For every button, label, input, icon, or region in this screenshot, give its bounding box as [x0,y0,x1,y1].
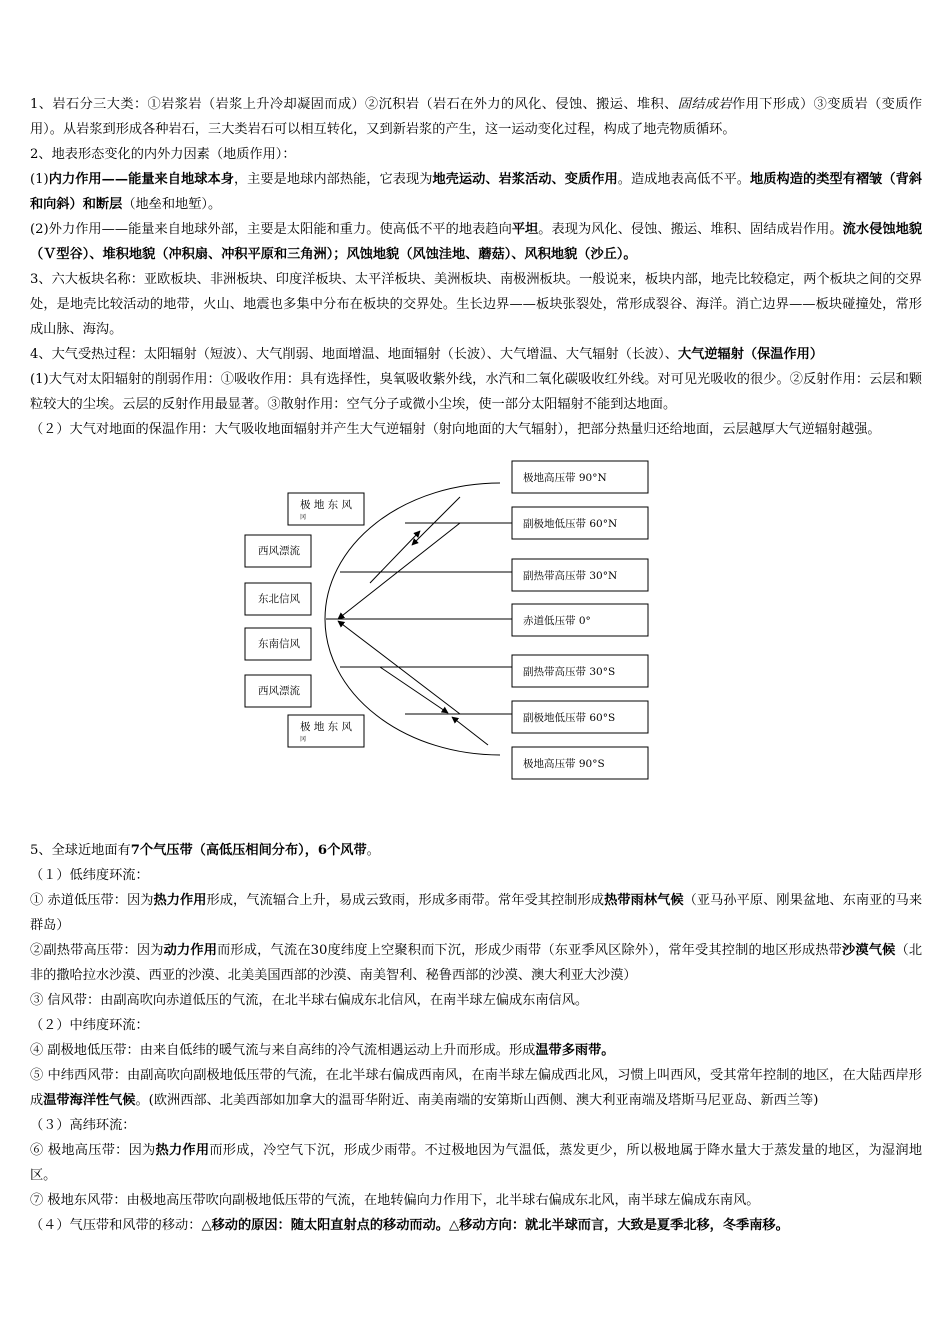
para-weakening [30,367,922,417]
arrow-westerly-s [380,667,448,713]
para-rocks [30,92,922,142]
text-run: (1)大气对太阳辐射的削弱作用：①吸收作用：具有选择性，臭氧吸收紫外线，水汽和二氧化碳吸收红外线。对可见光吸收的很少。②反射作用：云层和颗粒较大的尘埃。云层的反射作用最显著。③散射作用：空气分子或微小尘埃，使一部分太阳辐射不能到达地面。 [30,372,922,412]
text-run: 而形成，气流在30度纬度上空聚积而下沉，形成少雨带（东亚季风区除外），常年受其控制的地区形成热带 [217,943,843,958]
para-subtropical-high [30,938,922,988]
text-run: ⑤ 中纬西风带：由副高吹向副极地低压带的气流，在北半球右偏成西南风，在南半球左偏成西北风，习惯上叫西风，受其常年控制的地区，在大陆西岸形成 [30,1068,922,1108]
text-run: （１）低纬度环流： [30,868,149,883]
text-run: 温带海洋性气候 [43,1093,136,1108]
text-run: 固结成岩 [677,97,733,112]
wind-belt-box [245,535,311,567]
wind-belt-box-label: 西风漂流 [258,545,300,557]
pressure-belt-box [512,655,648,687]
arrow-polar-easterly-n [412,497,460,545]
pressure-wind-belt-diagram [240,455,660,785]
text-run: △移动的原因：随太阳直射点的移动而动。△移动方向：就北半球而言，大致是夏季北移，冬季南移。 [201,1218,789,1233]
text-run: （北非的撒哈拉水沙漠、西亚的沙漠、北美美国西部的沙漠、南美智利、秘鲁西部的沙漠、澳大利亚大沙漠） [30,943,923,983]
para-geo-forces-title [30,142,922,167]
text-run: 地质构造的类型有褶皱（背斜和向斜）和断层 [30,172,923,212]
text-run: 动力作用 [163,943,218,958]
text-run: 。造成地表高低不平。 [617,172,751,187]
pressure-belt-box [512,507,648,539]
text-run: ① 赤道低压带：因为 [30,893,154,908]
para-high-lat-title [30,1113,922,1138]
text-run: 5、全球近地面有 [30,843,131,858]
upper-section [30,92,922,442]
pressure-belt-box-label: 极地高压带 90°N [523,472,607,484]
para-polar-high [30,1138,922,1188]
para-heating-process [30,342,922,367]
text-run: ③ 信风带：由副高吹向赤道低压的气流，在北半球右偏成东北信风，在南半球左偏成东南信风。 [30,993,589,1008]
text-run: 热力作用 [155,1143,210,1158]
para-trade-winds [30,988,922,1013]
wind-belt-box [288,493,364,525]
text-run: （４）气压带和风带的移动： [30,1218,202,1233]
para-westerlies [30,1063,922,1113]
lower-section [30,838,922,1238]
para-mid-lat-title [30,1013,922,1038]
text-run: 形成，气流辐合上升，易成云致雨，形成多雨带。常年受其控制形成 [206,893,605,908]
pressure-belt-box-label: 副极地低压带 60°S [523,712,616,724]
text-run: （地垒和地堑）。 [122,197,222,212]
text-run: 热力作用 [153,893,207,908]
text-run: 温带多雨带。 [535,1043,615,1058]
wind-belt-box [245,628,311,660]
wind-belt-box [245,675,311,707]
para-global-belts [30,838,922,863]
text-run: ⑥ 极地高压带：因为 [30,1143,156,1158]
pressure-belt-box [512,701,648,733]
arrow-westerly-n [370,531,420,583]
text-run: 大气逆辐射（保温作用） [677,347,824,362]
text-run: 1、岩石分三大类：①岩浆岩（岩浆上升冷却凝固而成）②沉积岩（岩石在外力的风化、侵蚀、搬运、堆积、 [30,97,678,112]
pressure-belt-box [512,461,648,493]
wind-belt-box-label: 西风漂流 [258,685,300,697]
text-run: 内力作用——能量来自地球本身 [48,172,234,187]
text-run: （２）中纬度环流： [30,1018,149,1033]
text-run: 而形成，冷空气下沉，形成少雨带。不过极地因为气温低，蒸发更少，所以极地属于降水量大于蒸发量的地区，为湿润地区。 [30,1143,923,1183]
pressure-belt-box-label: 副热带高压带 30°S [523,666,616,678]
text-run: （２）大气对地面的保温作用：大气吸收地面辐射并产生大气逆辐射（射向地面的大气辐射），把部分热量归还给地面，云层越厚大气逆辐射越强。 [30,422,881,437]
text-run: 热带雨林气候 [604,893,684,908]
para-equatorial-low [30,888,922,938]
text-run: ②副热带高压带：因为 [30,943,164,958]
para-internal-forces [30,167,922,217]
text-run: 。(欧洲西部、北美西部如加拿大的温哥华附近、南美南端的安第斯山西侧、澳大利亚南端及塔斯马尼亚岛、新西兰等) [135,1093,819,1108]
pressure-belt-box-label: 赤道低压带 0° [523,615,591,627]
pressure-belt-box-label: 副极地低压带 60°N [523,518,618,530]
text-run: 流水侵蚀地貌（Ｖ型谷）、堆积地貌（冲积扇、冲积平原和三角洲）；风蚀地貌（风蚀洼地、蘑菇）、风积地貌（沙丘）。 [30,222,923,262]
text-run: 地壳运动、岩浆活动、变质作用 [432,172,618,187]
text-run: （３）高纬环流： [30,1118,136,1133]
wind-belt-box-label: 东南信风 [258,638,300,650]
para-external-forces [30,217,922,267]
arrow-ne-trade [338,523,460,619]
para-polar-easterlies [30,1188,922,1213]
text-run: 平坦 [511,222,539,237]
text-run: 沙漠气候 [842,943,896,958]
text-run: 作用下形成）③变质岩（变质作用）。从岩浆到形成各种岩石，三大类岩石可以相互转化，又到新岩浆的产生，这一运动变化过程，构成了地壳物质循环。 [30,97,923,137]
pressure-belt-box [512,747,648,779]
text-run: (1) [30,172,49,187]
wind-belt-box [245,583,311,615]
para-plates [30,267,922,342]
text-run: 7个气压带（高低压相间分布），6个风带 [130,843,367,858]
wind-belt-box-label: 极 地 东 风 [300,499,353,511]
text-run: 。 [366,843,380,858]
pressure-belt-box-label: 极地高压带 90°S [523,758,605,770]
text-run: ④ 副极地低压带：由来自低纬的暖气流与来自高纬的冷气流相遇运动上升而形成。形成 [30,1043,536,1058]
wind-belt-box-label: 极 地 东 风 [300,721,353,733]
text-run: ⑦ 极地东风带：由极地高压带吹向副极地低压带的气流，在地转偏向力作用下，北半球右偏成东北风，南半球左偏成东南风。 [30,1193,760,1208]
text-run: ，主要是地球内部热能，它表现为 [233,172,433,187]
pressure-belt-box [512,559,648,591]
arrow-polar-easterly-s [452,717,488,745]
text-run: 2、地表形态变化的内外力因素（地质作用）： [30,147,296,162]
text-run: 。表现为风化、侵蚀、搬运、堆积、固结成岩作用。 [538,222,843,237]
text-run: （亚马孙平原、刚果盆地、东南亚的马来群岛） [30,893,923,933]
wind-belt-box [288,715,364,747]
text-run: (2)外力作用——能量来自地球外部，主要是太阳能和重力。使高低不平的地表趋向 [30,222,512,237]
wind-belt-sub-mark: 冈 [300,514,307,521]
pressure-belt-box-label: 副热带高压带 30°N [523,570,618,582]
para-low-lat-title [30,863,922,888]
text-run: 3、六大板块名称：亚欧板块、非洲板块、印度洋板块、太平洋板块、美洲板块、南极洲板块。一般说来，板块内部，地壳比较稳定，两个板块之间的交界处，是地壳比较活动的地带，火山、地震也多集中分布在板块的交界处。生长边界——板块张裂处，常形成裂谷、海洋。消亡边界——板块碰撞处，常形成山脉、海沟。 [30,272,922,337]
para-insulation [30,417,922,442]
text-run: 4、大气受热过程：太阳辐射（短波）、大气削弱、地面增温、地面辐射（长波）、大气增温、大气辐射（长波）、 [30,347,678,362]
pressure-belt-box [512,604,648,636]
wind-belt-box-label: 东北信风 [258,593,300,605]
para-belt-movement [30,1213,922,1238]
para-subpolar-low [30,1038,922,1063]
wind-belt-sub-mark: 冈 [300,736,307,743]
